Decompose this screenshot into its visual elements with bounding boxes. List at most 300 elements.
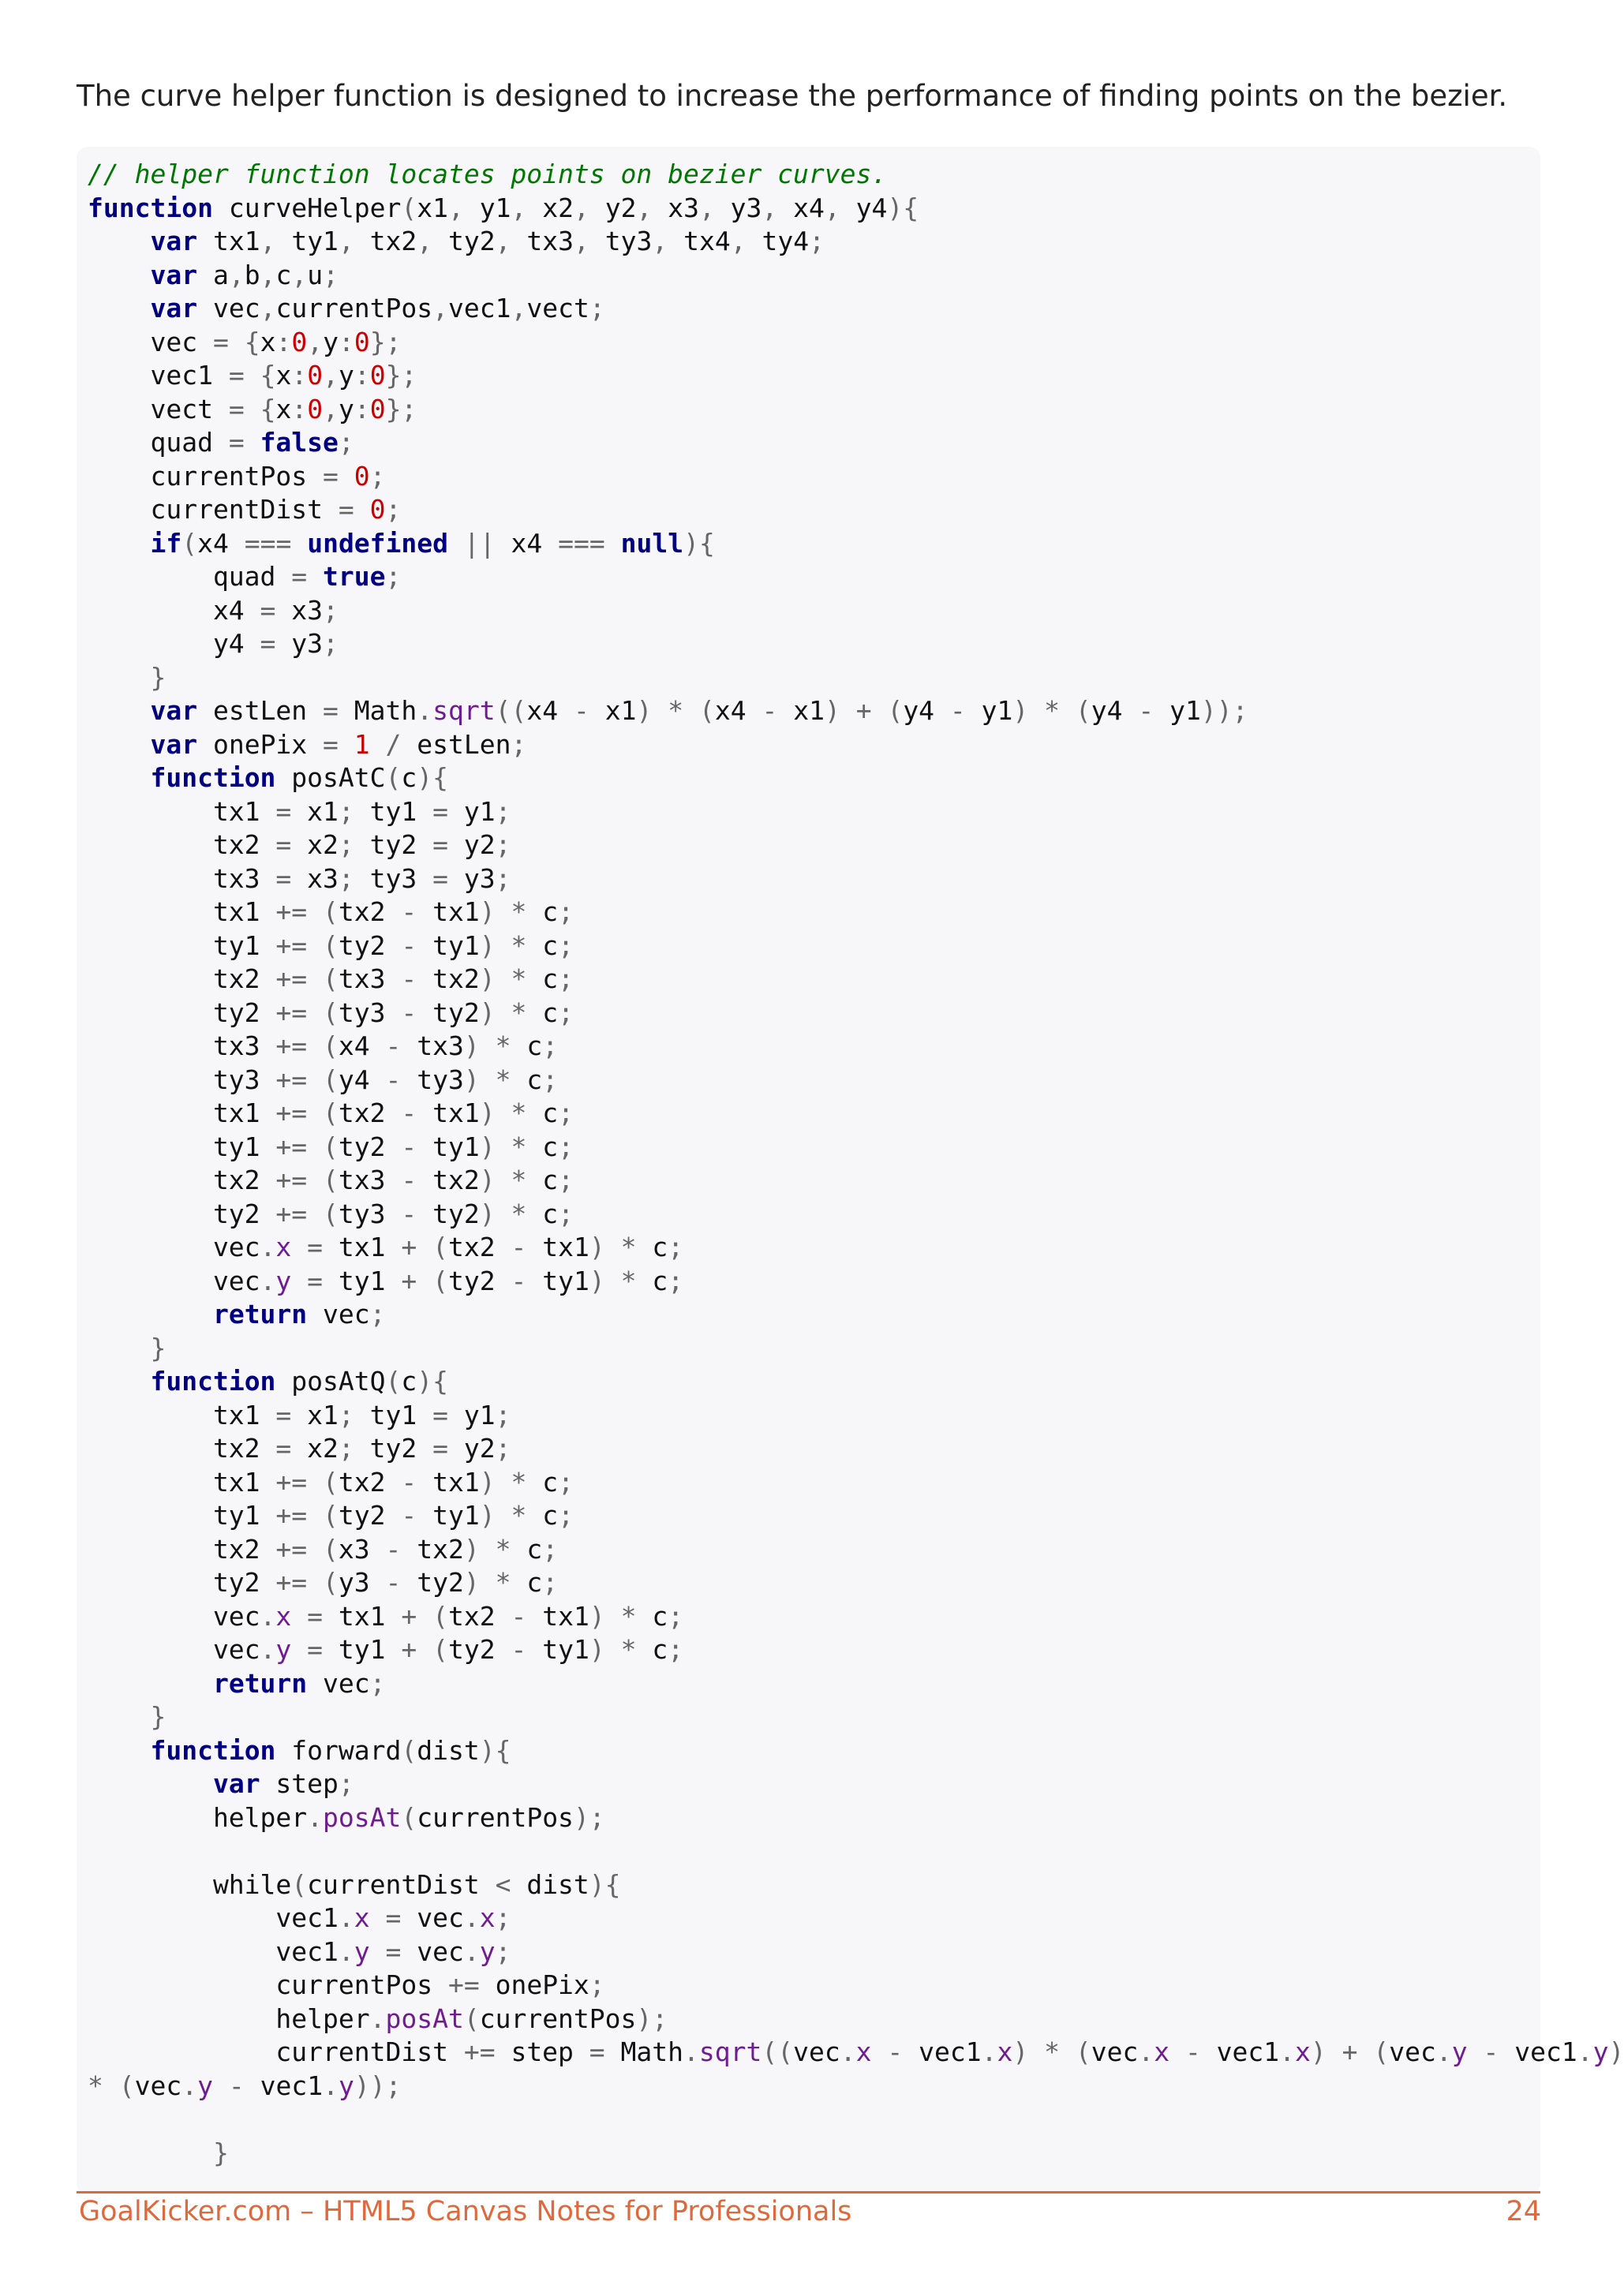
code-token: ;: [511, 728, 527, 760]
code-token: tx2: [354, 226, 417, 256]
code-token: 0: [369, 494, 386, 525]
code-token: +=: [275, 896, 308, 927]
code-token: [88, 260, 150, 290]
code-token: posAt: [323, 1801, 402, 1833]
code-token: =: [228, 393, 245, 424]
code-token: ;: [542, 1533, 559, 1565]
code-token: (: [323, 929, 339, 961]
code-token: ): [1310, 2036, 1327, 2067]
code-token: ){: [887, 192, 919, 223]
code-token: {: [244, 326, 260, 357]
code-token: /: [385, 728, 402, 760]
code-token: x: [275, 1232, 292, 1262]
code-token: [245, 394, 260, 424]
code-line: [88, 192, 1624, 226]
code-token: ): [479, 1098, 496, 1128]
code-line: [88, 1801, 1624, 1835]
code-token: ;: [668, 1634, 684, 1665]
code-token: ;: [809, 226, 825, 256]
code-token: [871, 2036, 887, 2067]
code-token: (: [323, 1466, 339, 1498]
code-token: [496, 1467, 511, 1498]
code-token: =: [228, 360, 245, 391]
code-line: [88, 2036, 1624, 2070]
code-token: [229, 327, 245, 357]
code-token: ,: [730, 226, 747, 256]
code-token: [88, 226, 150, 256]
code-token: (: [698, 695, 715, 726]
code-token: (: [323, 997, 339, 1028]
code-token: c: [526, 963, 559, 994]
code-token: x3: [652, 192, 699, 223]
code-token: [307, 1131, 323, 1162]
code-token: (: [401, 192, 417, 223]
code-token: ): [1012, 695, 1029, 726]
code-token: ty3: [354, 862, 433, 894]
code-token: =: [432, 829, 448, 860]
code-token: estLen: [197, 695, 324, 726]
code-token: y: [338, 2070, 354, 2101]
code-token: tx2: [448, 1232, 511, 1262]
code-token: [840, 695, 856, 726]
code-line: [88, 1868, 1624, 1902]
code-line: [88, 158, 1624, 192]
code-token: y: [479, 1935, 496, 1967]
code-line: [88, 2137, 1624, 2171]
code-token: {: [260, 360, 276, 391]
code-token: tx1: [88, 1399, 276, 1430]
code-token: ;: [323, 259, 339, 290]
code-token: c: [636, 1600, 668, 1632]
code-token: *: [511, 1198, 527, 1229]
code-token: y4: [88, 628, 260, 659]
code-token: ty2: [338, 1131, 402, 1162]
code-token: *: [511, 1500, 527, 1531]
code-line: [88, 1030, 1624, 1064]
code-token: ,: [307, 326, 324, 357]
code-token: [307, 1534, 323, 1565]
code-token: ty1: [275, 226, 339, 256]
code-token: (: [385, 1366, 402, 1397]
code-token: [88, 1735, 150, 1766]
code-token: ){: [417, 762, 449, 793]
code-token: -: [401, 896, 417, 927]
code-token: x: [275, 1600, 292, 1632]
code-token: .: [260, 1600, 276, 1632]
code-token: *: [495, 1030, 511, 1061]
code-token: [291, 1266, 307, 1296]
code-token: ,: [824, 192, 840, 223]
code-token: [88, 1701, 150, 1732]
code-token: *: [511, 1098, 527, 1128]
code-token: =: [275, 795, 292, 827]
code-token: +=: [447, 1969, 480, 2000]
code-token: ty3: [401, 1064, 464, 1095]
code-token: [291, 1601, 307, 1632]
code-token: x1: [291, 1399, 339, 1430]
code-line: [88, 259, 1624, 293]
code-token: [88, 762, 150, 793]
code-line: [88, 1131, 1624, 1165]
code-token: .: [338, 1935, 354, 1967]
code-token: vec: [1389, 2036, 1436, 2067]
code-token: (: [887, 695, 904, 726]
code-token: tx1: [417, 896, 480, 927]
code-block: [77, 147, 1624, 2194]
code-token: -: [385, 1567, 402, 1598]
code-token: (: [323, 1098, 339, 1128]
code-token: -: [401, 1466, 417, 1498]
code-token: .: [1577, 2036, 1593, 2067]
code-token: sqrt: [432, 695, 496, 726]
code-token: ty2: [448, 1265, 511, 1296]
code-token: <: [495, 1868, 511, 1900]
code-token: x2: [291, 829, 339, 860]
code-token: [88, 528, 150, 559]
code-token: ty2: [448, 1634, 511, 1665]
code-token: =: [307, 1265, 324, 1296]
code-token: currentDist: [88, 2036, 464, 2067]
code-token: ;: [338, 1433, 354, 1464]
code-token: +: [401, 1265, 417, 1296]
code-token: y3: [275, 628, 324, 659]
code-token: x1: [291, 795, 339, 827]
code-token: [370, 729, 386, 760]
code-token: y1: [965, 695, 1013, 726]
code-token: ;: [558, 997, 574, 1028]
code-token: 0: [354, 460, 370, 492]
code-token: (: [432, 1265, 449, 1296]
code-token: ): [589, 1634, 605, 1665]
code-token: =: [323, 460, 339, 492]
code-line: [88, 1198, 1624, 1232]
code-token: ,: [698, 192, 715, 223]
code-token: [88, 2137, 213, 2168]
code-token: ): [479, 1500, 496, 1531]
code-token: [291, 528, 307, 559]
code-token: .: [307, 1801, 324, 1833]
code-token: [496, 1165, 511, 1195]
code-token: +=: [275, 997, 308, 1028]
code-token: ty1: [88, 929, 276, 961]
code-token: tx1: [88, 896, 276, 927]
code-line: [88, 963, 1624, 997]
code-token: ;: [668, 1265, 684, 1296]
code-token: ): [479, 963, 496, 994]
code-token: dist: [417, 1734, 480, 1766]
code-token: ;: [558, 1098, 574, 1128]
code-token: ): [479, 1466, 496, 1498]
code-token: ty4: [746, 226, 810, 256]
code-token: [496, 1131, 511, 1162]
code-token: tx1: [417, 1098, 480, 1128]
code-token: =: [275, 829, 292, 860]
code-token: tx1: [526, 1600, 589, 1632]
code-token: [1060, 695, 1076, 726]
code-token: [307, 561, 323, 592]
code-token: =: [385, 1902, 402, 1933]
code-token: ): [463, 1030, 480, 1061]
code-token: vec: [88, 1265, 260, 1296]
code-line: [88, 1399, 1624, 1433]
code-token: [307, 997, 323, 1028]
code-token: var: [150, 259, 198, 290]
code-token: +=: [463, 2036, 496, 2067]
code-token: quad: [88, 561, 292, 592]
code-line: [88, 1667, 1624, 1701]
code-line: [88, 359, 1624, 393]
code-token: [213, 2070, 229, 2101]
code-line: [88, 1600, 1624, 1634]
code-token: =: [275, 1399, 292, 1430]
code-token: x: [997, 2036, 1013, 2067]
code-token: ;: [495, 1433, 511, 1464]
code-token: undefined: [307, 527, 449, 559]
code-token: ty2: [432, 226, 496, 256]
code-line: [88, 225, 1624, 259]
code-line: [88, 1633, 1624, 1667]
code-token: =: [307, 1634, 324, 1665]
code-token: tx3: [338, 1165, 402, 1195]
code-token: ;: [558, 963, 574, 994]
code-token: [88, 1299, 213, 1329]
code-token: .: [840, 2036, 856, 2067]
code-token: +=: [275, 1500, 308, 1531]
code-line: [88, 1935, 1624, 1969]
code-token: *: [495, 1533, 511, 1565]
code-token: [307, 963, 323, 994]
code-token: *: [1044, 695, 1061, 726]
code-token: ,: [417, 226, 433, 256]
code-token: =: [589, 2036, 605, 2067]
code-token: ): [479, 1165, 496, 1195]
code-line: [88, 1097, 1624, 1131]
code-token: x: [1295, 2036, 1311, 2067]
page-number: 24: [1506, 2196, 1541, 2227]
code-token: [496, 896, 511, 927]
code-token: [605, 1232, 621, 1262]
code-token: *: [620, 1634, 637, 1665]
code-token: c: [511, 1533, 543, 1565]
code-token: ;: [338, 862, 354, 894]
code-token: [417, 1266, 432, 1296]
code-token: ty1: [88, 1500, 276, 1531]
code-token: +=: [275, 1567, 308, 1598]
code-token: onePix: [479, 1969, 589, 2000]
code-line: [88, 2003, 1624, 2036]
code-line: [88, 493, 1624, 527]
code-token: helper: [88, 1801, 308, 1833]
code-line: [88, 1533, 1624, 1567]
code-token: ||: [463, 527, 496, 559]
code-token: );: [636, 2003, 668, 2034]
code-token: y: [354, 1935, 370, 1967]
code-token: *: [495, 1567, 511, 1598]
code-token: +: [855, 695, 872, 726]
code-line: [88, 627, 1624, 661]
code-token: -: [385, 1064, 402, 1095]
code-token: -: [401, 1165, 417, 1195]
code-token: vec1: [448, 293, 511, 323]
code-token: [496, 997, 511, 1028]
code-token: ;: [558, 1466, 574, 1498]
code-token: vec1: [1200, 2036, 1280, 2067]
code-token: ));: [1200, 695, 1248, 726]
code-token: x4: [526, 695, 574, 726]
code-token: y: [275, 1265, 292, 1296]
code-token: ===: [558, 527, 605, 559]
code-token: var: [150, 695, 198, 726]
code-token: ;: [323, 594, 339, 626]
code-token: [88, 293, 150, 323]
code-token: vec1: [903, 2036, 982, 2067]
code-token: +: [401, 1634, 417, 1665]
code-token: .: [463, 1935, 480, 1967]
code-token: (: [323, 1500, 339, 1531]
code-token: x4: [495, 527, 559, 559]
code-token: c: [511, 1064, 543, 1095]
code-line: [88, 326, 1624, 360]
code-token: -: [511, 1634, 527, 1665]
code-token: Math: [604, 2036, 684, 2067]
code-token: ;: [558, 1131, 574, 1162]
code-token: x: [354, 1902, 370, 1933]
code-token: tx3: [511, 226, 574, 256]
code-token: ty1: [88, 1131, 276, 1162]
code-token: *: [668, 695, 684, 726]
code-token: :: [338, 326, 354, 357]
code-token: ;: [338, 829, 354, 860]
code-token: *: [511, 1165, 527, 1195]
code-line: [88, 1265, 1624, 1299]
code-token: [1028, 2036, 1044, 2067]
code-line: [88, 661, 1624, 695]
code-token: [339, 461, 354, 492]
code-line: [88, 997, 1624, 1030]
code-token: [354, 494, 370, 525]
code-token: [496, 1098, 511, 1128]
code-token: step: [260, 1768, 339, 1799]
code-token: c: [275, 259, 292, 290]
code-token: -: [573, 695, 589, 726]
code-token: y4: [1091, 695, 1139, 726]
code-token: var: [212, 1768, 260, 1799]
code-token: [291, 1232, 307, 1262]
code-token: ,: [574, 226, 589, 256]
code-token: x: [275, 393, 292, 424]
code-token: (: [401, 1734, 417, 1766]
code-token: x1: [417, 192, 448, 223]
code-token: vec: [88, 1634, 260, 1665]
code-token: *: [511, 1131, 527, 1162]
code-token: [307, 1030, 323, 1061]
code-token: ((: [495, 695, 527, 726]
code-token: vec: [134, 2070, 182, 2101]
code-token: +=: [275, 1466, 308, 1498]
code-token: y: [197, 2070, 213, 2101]
code-token: while: [88, 1868, 292, 1900]
code-token: vec: [1091, 2036, 1139, 2067]
code-token: ty1: [417, 929, 480, 961]
code-token: *: [511, 963, 527, 994]
code-line: [88, 1902, 1624, 1935]
code-token: };: [369, 326, 402, 357]
code-token: *: [495, 1064, 511, 1095]
code-token: posAt: [385, 2003, 464, 2034]
code-token: ){: [417, 1366, 449, 1397]
code-token: ((: [761, 2036, 794, 2067]
footer-source-link[interactable]: GoalKicker.com – HTML5 Canvas Notes for Professionals: [79, 2196, 852, 2227]
code-token: :: [354, 393, 370, 424]
code-token: -: [511, 1600, 527, 1632]
code-token: (: [181, 527, 198, 559]
code-token: [88, 1333, 150, 1363]
code-token: tx3: [401, 1030, 464, 1061]
code-token: ;: [558, 1198, 574, 1229]
code-token: tx2: [401, 1533, 464, 1565]
code-token: tx2: [88, 1533, 276, 1565]
code-token: return: [212, 1299, 308, 1329]
code-token: =: [260, 594, 276, 626]
code-token: ,: [323, 360, 339, 391]
code-token: (: [291, 1868, 308, 1900]
code-line: [88, 426, 1624, 460]
code-token: .: [683, 2036, 699, 2067]
code-line: [88, 1298, 1624, 1332]
code-token: *: [511, 997, 527, 1028]
code-token: .: [260, 1232, 276, 1262]
code-token: =: [323, 728, 339, 760]
code-token: ): [463, 1567, 480, 1598]
code-token: (: [1075, 695, 1091, 726]
code-token: ;: [338, 1768, 354, 1799]
code-token: posAtQ: [275, 1366, 386, 1397]
code-token: y4: [840, 192, 888, 223]
code-token: ): [479, 1198, 496, 1229]
code-token: x2: [291, 1433, 339, 1464]
code-token: ;: [558, 1500, 574, 1531]
code-token: ty1: [323, 1634, 402, 1665]
code-token: currentPos: [88, 1969, 448, 2000]
code-token: (: [323, 896, 339, 927]
code-token: +: [1341, 2036, 1358, 2067]
code-token: [480, 1030, 496, 1061]
footer-rule: [77, 2191, 1540, 2193]
code-token: x: [479, 1902, 496, 1933]
code-token: [88, 1768, 213, 1799]
code-token: [1468, 2036, 1484, 2067]
code-token: -: [401, 963, 417, 994]
code-token: ty2: [354, 829, 433, 860]
code-line: [88, 1734, 1624, 1768]
code-token: [245, 360, 260, 391]
code-token: =: [228, 427, 245, 458]
code-token: vec: [88, 1232, 260, 1262]
code-token: ): [1608, 2036, 1624, 2067]
code-token: (: [1075, 2036, 1091, 2067]
code-token: tx2: [88, 963, 276, 994]
code-line: [88, 1566, 1624, 1600]
code-token: vec1: [88, 1935, 339, 1967]
code-token: y1: [448, 795, 496, 827]
code-token: }: [150, 1332, 167, 1363]
code-token: x: [855, 2036, 872, 2067]
code-token: ): [479, 896, 496, 927]
code-token: c: [526, 1500, 559, 1531]
code-token: ===: [244, 527, 292, 559]
code-token: ,: [260, 226, 276, 256]
code-token: ,: [495, 226, 511, 256]
